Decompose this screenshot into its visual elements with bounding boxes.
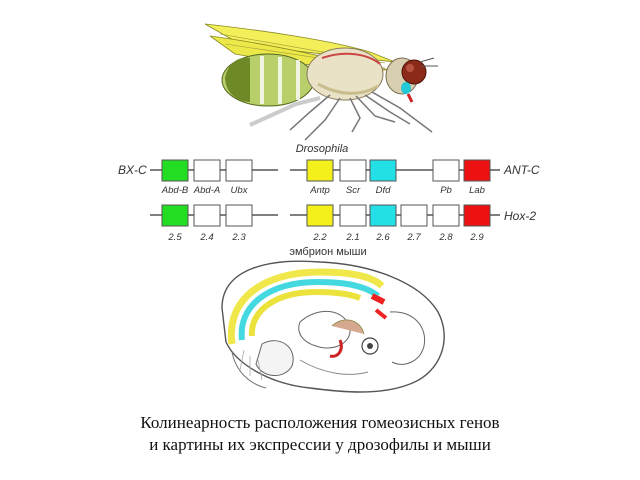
mouse-gene-box xyxy=(464,205,490,226)
fly-gene-label: Abd-B xyxy=(161,185,189,196)
mouse-gene-label: 2.4 xyxy=(200,232,214,243)
organism-label: Drosophila xyxy=(295,143,349,155)
fly-gene-label: Lab xyxy=(469,185,485,196)
mouse-gene-label: 2.5 xyxy=(168,232,182,243)
mouse-gene-box xyxy=(307,205,333,226)
caption-line-2: и картины их экспрессии у дрозофилы и мыши xyxy=(149,435,491,454)
fly-gene-label: Abd-A xyxy=(193,185,221,196)
mouse-gene-label: 2.7 xyxy=(407,232,421,243)
mouse-embryo-title: эмбрион мыши xyxy=(289,246,367,258)
embryo-limb xyxy=(256,341,293,376)
fly-gene-box xyxy=(464,160,490,181)
mouse-gene-box xyxy=(433,205,459,226)
fly-gene-label: Antp xyxy=(310,185,330,196)
fly-gene-label: Ubx xyxy=(230,185,248,196)
mouse-gene-box xyxy=(194,205,220,226)
mouse-gene-label: 2.8 xyxy=(439,232,453,243)
caption-line-1: Колинеарность расположения гомеозисных генов xyxy=(140,413,500,432)
fly-gene-box xyxy=(433,160,459,181)
fly-gene-box xyxy=(340,160,366,181)
mouse-gene-label: 2.9 xyxy=(470,232,484,243)
fly-gene-row xyxy=(161,160,490,196)
mouse-gene-label: 2.2 xyxy=(313,232,327,243)
mouse-embryo-illustration xyxy=(222,261,444,392)
mouse-gene-row xyxy=(162,205,490,243)
fly-gene-label: Scr xyxy=(345,185,361,196)
mouse-gene-box xyxy=(370,205,396,226)
mouse-gene-box xyxy=(162,205,188,226)
drosophila-illustration xyxy=(205,24,438,140)
mouse-gene-box xyxy=(226,205,252,226)
fly-gene-box xyxy=(194,160,220,181)
bx-c-label: BX-C xyxy=(118,163,147,177)
figure-caption xyxy=(0,412,640,456)
hox-2-label: Hox-2 xyxy=(504,209,537,223)
mouse-gene-label: 2.3 xyxy=(232,232,246,243)
fly-gene-box xyxy=(370,160,396,181)
mouse-gene-box xyxy=(401,205,427,226)
mouse-gene-box xyxy=(340,205,366,226)
fly-gene-label: Dfd xyxy=(375,185,391,196)
fly-gene-label: Pb xyxy=(440,185,452,196)
fly-eye xyxy=(402,60,426,84)
fly-gene-box xyxy=(162,160,188,181)
mouse-gene-label: 2.6 xyxy=(376,232,390,243)
fly-gene-box xyxy=(307,160,333,181)
ant-c-label: ANT-C xyxy=(504,163,540,177)
mouse-gene-label: 2.1 xyxy=(346,232,360,243)
fly-gene-box xyxy=(226,160,252,181)
